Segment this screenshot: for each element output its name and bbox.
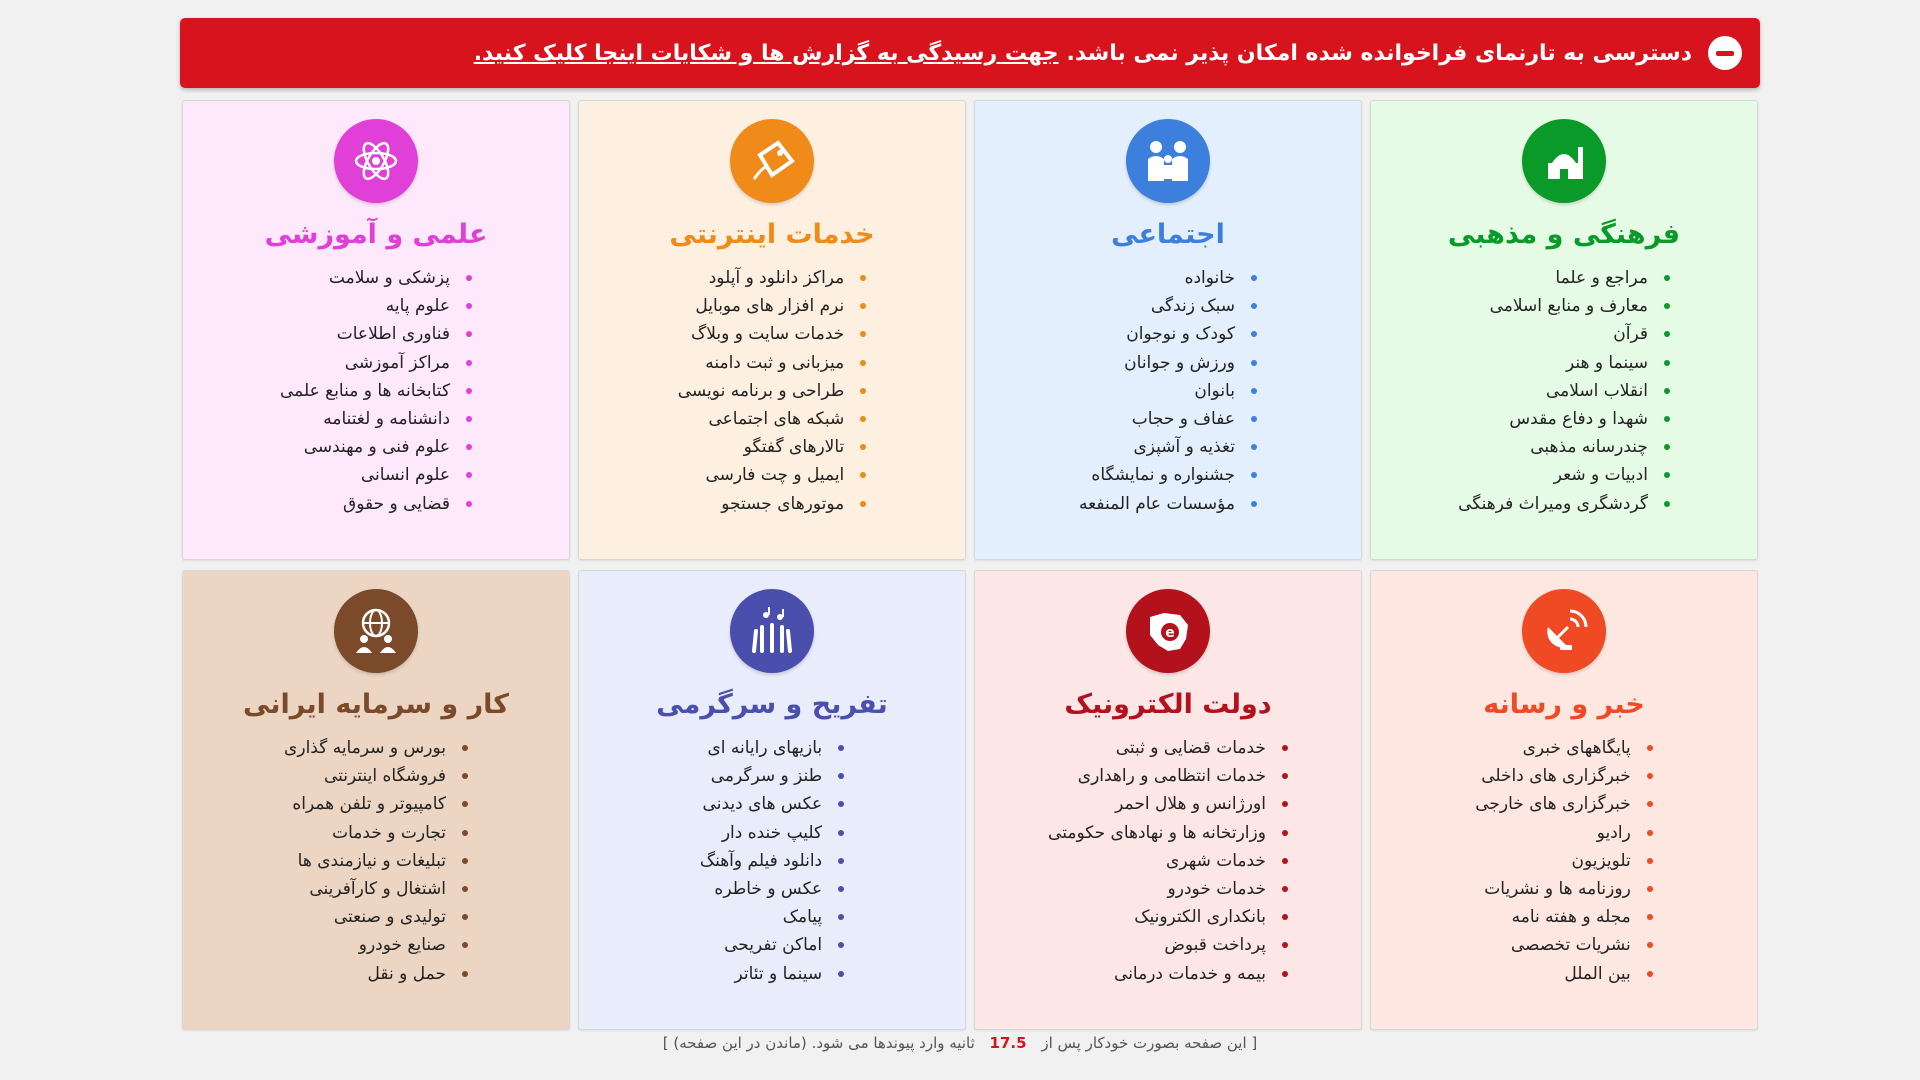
category-link[interactable] bbox=[1079, 433, 1257, 461]
stay-on-page-link[interactable]: (ماندن در این صفحه) bbox=[673, 1034, 807, 1052]
category-link-label: ایمیل و چت فارسی bbox=[705, 465, 845, 486]
bullet-icon bbox=[1282, 830, 1288, 836]
category-link[interactable] bbox=[284, 762, 468, 790]
bullet-icon bbox=[1647, 942, 1653, 948]
category-link[interactable] bbox=[678, 292, 867, 320]
category-link-label: علوم فنی و مهندسی bbox=[303, 437, 451, 458]
category-link[interactable] bbox=[1475, 903, 1653, 931]
bullet-icon bbox=[1664, 501, 1670, 507]
category-title[interactable]: کار و سرمایه ایرانی bbox=[243, 689, 509, 720]
category-card bbox=[182, 100, 570, 560]
atom-icon bbox=[334, 119, 418, 203]
category-link[interactable] bbox=[1475, 847, 1653, 875]
category-link-label: خدمات سایت و وبلاگ bbox=[690, 324, 845, 345]
bullet-icon bbox=[1664, 303, 1670, 309]
footer-after-text: ثانیه وارد پیوندها می شود. bbox=[811, 1034, 975, 1052]
category-link[interactable] bbox=[1458, 349, 1670, 377]
bullet-icon bbox=[462, 971, 468, 977]
bullet-icon bbox=[462, 858, 468, 864]
bullet-icon bbox=[466, 388, 472, 394]
category-link-label: پرداخت قبوض bbox=[1164, 935, 1266, 956]
category-link[interactable] bbox=[1079, 320, 1257, 348]
category-link[interactable] bbox=[280, 264, 472, 292]
bullet-icon bbox=[462, 914, 468, 920]
report-link[interactable]: جهت رسیدگی به گزارش ها و شکایات اینجا کلیک کنید. bbox=[473, 40, 1059, 66]
category-link-label: جشنواره و نمایشگاه bbox=[1091, 465, 1235, 486]
bullet-icon bbox=[466, 416, 472, 422]
category-link[interactable] bbox=[700, 762, 844, 790]
category-title[interactable]: تفریح و سرگرمی bbox=[656, 689, 888, 720]
category-title[interactable]: دولت الکترونیک bbox=[1064, 689, 1272, 720]
category-link[interactable] bbox=[1475, 790, 1653, 818]
category-link[interactable] bbox=[1079, 461, 1257, 489]
redirect-notice bbox=[0, 1034, 1920, 1052]
category-link[interactable] bbox=[700, 960, 844, 988]
bullet-icon bbox=[1282, 886, 1288, 892]
bullet-icon bbox=[466, 472, 472, 478]
category-card bbox=[974, 570, 1362, 1030]
category-link-label: اورژانس و هلال احمر bbox=[1115, 794, 1266, 815]
category-link-list bbox=[1458, 264, 1670, 518]
footer-before-text: این صفحه بصورت خودکار پس از bbox=[1041, 1034, 1247, 1052]
category-link-label: روزنامه ها و نشریات bbox=[1484, 879, 1631, 900]
category-link-label: دانشنامه و لغتنامه bbox=[323, 409, 451, 430]
category-link[interactable] bbox=[280, 490, 472, 518]
category-link[interactable] bbox=[1475, 931, 1653, 959]
bullet-icon bbox=[466, 303, 472, 309]
category-link-label: انقلاب اسلامی bbox=[1545, 380, 1648, 401]
category-link[interactable] bbox=[1048, 931, 1288, 959]
bullet-icon bbox=[1251, 501, 1257, 507]
category-card bbox=[182, 570, 570, 1030]
music-hands-icon bbox=[730, 589, 814, 673]
category-title[interactable]: خدمات اینترنتی bbox=[669, 219, 875, 250]
category-link-label: دانلود فیلم وآهنگ bbox=[699, 850, 823, 871]
category-link-label: اشتغال و کارآفرینی bbox=[309, 879, 446, 900]
category-link[interactable] bbox=[1079, 292, 1257, 320]
bullet-icon bbox=[1282, 971, 1288, 977]
category-link-label: خدمات شهری bbox=[1166, 850, 1266, 871]
category-link-label: نشریات تخصصی bbox=[1510, 935, 1631, 956]
category-link[interactable] bbox=[1048, 847, 1288, 875]
category-link-label: بازیهای رایانه ای bbox=[707, 738, 823, 758]
globe-people-icon bbox=[334, 589, 418, 673]
category-link[interactable] bbox=[1475, 875, 1653, 903]
bullet-icon bbox=[1251, 416, 1257, 422]
category-link[interactable] bbox=[1048, 819, 1288, 847]
category-link[interactable] bbox=[280, 292, 472, 320]
bullet-icon bbox=[838, 971, 844, 977]
category-link-label: سینما و هنر bbox=[1565, 352, 1648, 373]
bullet-icon bbox=[860, 501, 866, 507]
category-link-label: کلیپ خنده دار bbox=[721, 822, 823, 843]
category-link[interactable] bbox=[280, 320, 472, 348]
category-title[interactable]: اجتماعی bbox=[1111, 219, 1225, 250]
category-card bbox=[578, 570, 966, 1030]
bullet-icon bbox=[860, 472, 866, 478]
category-link-label: گردشگری ومیراث فرهنگی bbox=[1458, 493, 1648, 514]
bullet-icon bbox=[860, 303, 866, 309]
category-link[interactable] bbox=[284, 875, 468, 903]
category-link[interactable] bbox=[678, 405, 867, 433]
category-link[interactable] bbox=[1079, 490, 1257, 518]
bullet-icon bbox=[1251, 303, 1257, 309]
category-card bbox=[1370, 570, 1758, 1030]
category-link-label: خبرگزاری های داخلی bbox=[1481, 766, 1631, 787]
category-link-label: نرم افزار های موبایل bbox=[695, 296, 845, 317]
bullet-icon bbox=[462, 801, 468, 807]
bullet-icon bbox=[1647, 830, 1653, 836]
category-link[interactable] bbox=[1079, 405, 1257, 433]
category-link-label: کامپیوتر و تلفن همراه bbox=[292, 794, 446, 815]
category-link-label: طنز و سرگرمی bbox=[710, 766, 823, 787]
category-link-label: فروشگاه اینترنتی bbox=[324, 766, 446, 787]
category-link[interactable] bbox=[1079, 349, 1257, 377]
category-link-list bbox=[700, 734, 844, 988]
category-grid bbox=[182, 100, 1758, 1030]
category-link[interactable] bbox=[700, 790, 844, 818]
bullet-icon bbox=[466, 275, 472, 281]
bullet-icon bbox=[1251, 275, 1257, 281]
category-link[interactable] bbox=[1458, 461, 1670, 489]
category-link[interactable] bbox=[280, 405, 472, 433]
category-link[interactable] bbox=[280, 377, 472, 405]
category-link-label: اماکن تفریحی bbox=[724, 935, 823, 956]
bullet-icon bbox=[860, 444, 866, 450]
bullet-icon bbox=[838, 773, 844, 779]
category-link-label: تجارت و خدمات bbox=[332, 822, 446, 843]
bullet-icon bbox=[1664, 444, 1670, 450]
category-link-label: کودک و نوجوان bbox=[1126, 324, 1235, 345]
category-link-label: ادبیات و شعر bbox=[1553, 465, 1648, 486]
category-link-label: پزشکی و سلامت bbox=[328, 268, 451, 288]
category-link-label: مراجع و علما bbox=[1555, 268, 1648, 288]
bullet-icon bbox=[860, 416, 866, 422]
bullet-icon bbox=[462, 886, 468, 892]
category-link-label: مراکز دانلود و آپلود bbox=[708, 268, 845, 288]
category-link-label: فناوری اطلاعات bbox=[336, 324, 451, 345]
bullet-icon bbox=[1647, 858, 1653, 864]
category-link-label: بین الملل bbox=[1564, 963, 1631, 984]
category-link-label: سینما و تئاتر bbox=[734, 963, 823, 984]
category-link[interactable] bbox=[1475, 819, 1653, 847]
category-link-label: بانوان bbox=[1194, 380, 1235, 401]
category-link[interactable] bbox=[678, 377, 867, 405]
bullet-icon bbox=[1664, 416, 1670, 422]
category-link[interactable] bbox=[284, 734, 468, 762]
category-link-label: رادیو bbox=[1596, 822, 1631, 843]
category-link-label: عفاف و حجاب bbox=[1131, 409, 1235, 430]
category-link[interactable] bbox=[284, 931, 468, 959]
category-link-label: خبرگزاری های خارجی bbox=[1475, 794, 1631, 815]
category-link-label: طراحی و برنامه نویسی bbox=[677, 380, 845, 401]
bullet-icon bbox=[1282, 942, 1288, 948]
category-link[interactable] bbox=[1079, 264, 1257, 292]
category-link-label: چندرسانه مذهبی bbox=[1530, 437, 1648, 458]
category-link-label: تبلیغات و نیازمندی ها bbox=[297, 850, 446, 871]
category-title[interactable]: علمی و آموزشی bbox=[264, 219, 488, 250]
bullet-icon bbox=[838, 830, 844, 836]
category-link[interactable] bbox=[284, 790, 468, 818]
bullet-icon bbox=[1647, 773, 1653, 779]
bullet-icon bbox=[1251, 388, 1257, 394]
category-link[interactable] bbox=[1458, 433, 1670, 461]
bullet-icon bbox=[1251, 472, 1257, 478]
bullet-icon bbox=[1664, 472, 1670, 478]
category-link[interactable] bbox=[1048, 762, 1288, 790]
category-link[interactable] bbox=[1458, 405, 1670, 433]
category-link[interactable] bbox=[700, 875, 844, 903]
category-link-list bbox=[280, 264, 472, 518]
category-link-label: سبک زندگی bbox=[1150, 296, 1235, 317]
bullet-icon bbox=[838, 914, 844, 920]
bullet-icon bbox=[1664, 275, 1670, 281]
category-link[interactable] bbox=[1458, 490, 1670, 518]
category-link[interactable] bbox=[700, 847, 844, 875]
category-link[interactable] bbox=[280, 461, 472, 489]
category-link-label: قرآن bbox=[1613, 324, 1648, 345]
category-link[interactable] bbox=[1048, 960, 1288, 988]
category-link[interactable] bbox=[284, 847, 468, 875]
bullet-icon bbox=[466, 360, 472, 366]
footer-bracket-close: ] bbox=[662, 1034, 669, 1052]
bullet-icon bbox=[1282, 858, 1288, 864]
bullet-icon bbox=[1647, 745, 1653, 751]
category-link[interactable] bbox=[1458, 377, 1670, 405]
category-link-label: کتابخانه ها و منابع علمی bbox=[279, 380, 451, 401]
category-link-list bbox=[1079, 264, 1257, 518]
error-banner bbox=[180, 18, 1760, 88]
category-link[interactable] bbox=[678, 490, 867, 518]
category-link[interactable] bbox=[700, 931, 844, 959]
stop-icon bbox=[1708, 36, 1742, 70]
category-link[interactable] bbox=[678, 433, 867, 461]
bullet-icon bbox=[1647, 801, 1653, 807]
category-card bbox=[578, 100, 966, 560]
category-link-label: علوم پایه bbox=[385, 296, 451, 317]
bullet-icon bbox=[838, 801, 844, 807]
category-link-label: خدمات قضایی و ثبتی bbox=[1115, 738, 1266, 758]
category-link-label: وزارتخانه ها و نهادهای حکومتی bbox=[1048, 822, 1266, 843]
bullet-icon bbox=[860, 388, 866, 394]
category-link-list bbox=[1048, 734, 1288, 988]
category-link-list bbox=[678, 264, 867, 518]
category-link[interactable] bbox=[1048, 734, 1288, 762]
category-link[interactable] bbox=[284, 903, 468, 931]
bullet-icon bbox=[838, 858, 844, 864]
category-link[interactable] bbox=[700, 903, 844, 931]
category-link[interactable] bbox=[1048, 903, 1288, 931]
iran-map-icon bbox=[1126, 589, 1210, 673]
category-card bbox=[1370, 100, 1758, 560]
bullet-icon bbox=[1282, 745, 1288, 751]
mosque-icon bbox=[1522, 119, 1606, 203]
bullet-icon bbox=[1647, 886, 1653, 892]
category-link[interactable] bbox=[1458, 292, 1670, 320]
category-link[interactable] bbox=[678, 349, 867, 377]
category-link-label: مجله و هفته نامه bbox=[1511, 907, 1631, 928]
category-link-label: تغذیه و آشپزی bbox=[1133, 437, 1235, 458]
category-link[interactable] bbox=[1458, 320, 1670, 348]
category-link[interactable] bbox=[1458, 264, 1670, 292]
category-link-label: پیامک bbox=[782, 907, 823, 928]
category-link[interactable] bbox=[284, 819, 468, 847]
category-link-label: خانواده bbox=[1184, 268, 1235, 288]
category-title[interactable]: فرهنگی و مذهبی bbox=[1447, 219, 1681, 250]
bullet-icon bbox=[860, 360, 866, 366]
category-link-label: بورس و سرمایه گذاری bbox=[284, 738, 446, 758]
category-link[interactable] bbox=[280, 349, 472, 377]
bullet-icon bbox=[466, 444, 472, 450]
bullet-icon bbox=[462, 745, 468, 751]
category-link[interactable] bbox=[700, 819, 844, 847]
footer-bracket-open: [ bbox=[1251, 1034, 1258, 1052]
category-link-label: عکس و خاطره bbox=[714, 879, 823, 900]
category-link-label: شبکه های اجتماعی bbox=[708, 409, 845, 430]
bullet-icon bbox=[1664, 331, 1670, 337]
category-link-list bbox=[1475, 734, 1653, 988]
bullet-icon bbox=[1282, 914, 1288, 920]
category-link-list bbox=[284, 734, 468, 988]
category-link-label: صنایع خودرو bbox=[358, 935, 446, 956]
bullet-icon bbox=[462, 773, 468, 779]
bullet-icon bbox=[1251, 444, 1257, 450]
category-link-label: بیمه و خدمات درمانی bbox=[1114, 963, 1266, 984]
category-link[interactable] bbox=[700, 734, 844, 762]
category-link[interactable] bbox=[1079, 377, 1257, 405]
satellite-dish-icon bbox=[1522, 589, 1606, 673]
bullet-icon bbox=[462, 942, 468, 948]
category-link[interactable] bbox=[1048, 790, 1288, 818]
category-link[interactable] bbox=[1475, 762, 1653, 790]
bullet-icon bbox=[860, 275, 866, 281]
category-link-label: پایگاههای خبری bbox=[1522, 738, 1631, 758]
category-title[interactable]: خبر و رسانه bbox=[1483, 689, 1645, 720]
category-link-label: تولیدی و صنعتی bbox=[333, 907, 446, 928]
category-link-label: عکس های دیدنی bbox=[702, 794, 823, 815]
bullet-icon bbox=[1251, 360, 1257, 366]
category-link[interactable] bbox=[1475, 960, 1653, 988]
bullet-icon bbox=[462, 830, 468, 836]
category-link[interactable] bbox=[1048, 875, 1288, 903]
category-link[interactable] bbox=[284, 960, 468, 988]
bullet-icon bbox=[1282, 773, 1288, 779]
bullet-icon bbox=[838, 886, 844, 892]
bullet-icon bbox=[1647, 914, 1653, 920]
category-link-label: تلویزیون bbox=[1571, 850, 1631, 871]
category-link-label: شهدا و دفاع مقدس bbox=[1509, 409, 1648, 430]
category-link[interactable] bbox=[280, 433, 472, 461]
bullet-icon bbox=[838, 942, 844, 948]
category-link-label: مؤسسات عام المنفعه bbox=[1079, 493, 1235, 514]
bullet-icon bbox=[466, 501, 472, 507]
bullet-icon bbox=[1647, 971, 1653, 977]
category-link-label: قضایی و حقوق bbox=[343, 493, 451, 514]
bullet-icon bbox=[838, 745, 844, 751]
category-link-label: علوم انسانی bbox=[360, 465, 451, 486]
bullet-icon bbox=[860, 331, 866, 337]
category-link[interactable] bbox=[678, 264, 867, 292]
bullet-icon bbox=[1664, 360, 1670, 366]
bullet-icon bbox=[1664, 388, 1670, 394]
category-link-label: خدمات انتظامی و راهداری bbox=[1077, 766, 1266, 787]
category-link[interactable] bbox=[1475, 734, 1653, 762]
banner-text: دسترسی به تارنمای فراخوانده شده امکان پذیر نمی باشد. bbox=[1066, 40, 1692, 66]
category-link-label: موتورهای جستجو bbox=[721, 493, 845, 514]
bullet-icon bbox=[1251, 331, 1257, 337]
category-link-label: خدمات خودرو bbox=[1167, 879, 1266, 900]
countdown-value: 17.5 bbox=[989, 1034, 1027, 1052]
bullet-icon bbox=[1282, 801, 1288, 807]
mouse-tag-icon bbox=[730, 119, 814, 203]
family-icon bbox=[1126, 119, 1210, 203]
svg-text:e: e bbox=[1165, 625, 1175, 641]
category-card bbox=[974, 100, 1362, 560]
category-link-label: تالارهای گفتگو bbox=[743, 437, 845, 458]
category-link[interactable] bbox=[678, 320, 867, 348]
category-link-label: میزبانی و ثبت دامنه bbox=[705, 352, 845, 373]
category-link-label: بانکداری الکترونیک bbox=[1134, 907, 1266, 928]
category-link-label: معارف و منابع اسلامی bbox=[1489, 296, 1648, 317]
category-link-label: مراکز آموزشی bbox=[344, 352, 451, 373]
category-link[interactable] bbox=[678, 461, 867, 489]
bullet-icon bbox=[466, 331, 472, 337]
category-link-label: ورزش و جوانان bbox=[1124, 352, 1235, 373]
category-link-label: حمل و نقل bbox=[367, 963, 446, 984]
